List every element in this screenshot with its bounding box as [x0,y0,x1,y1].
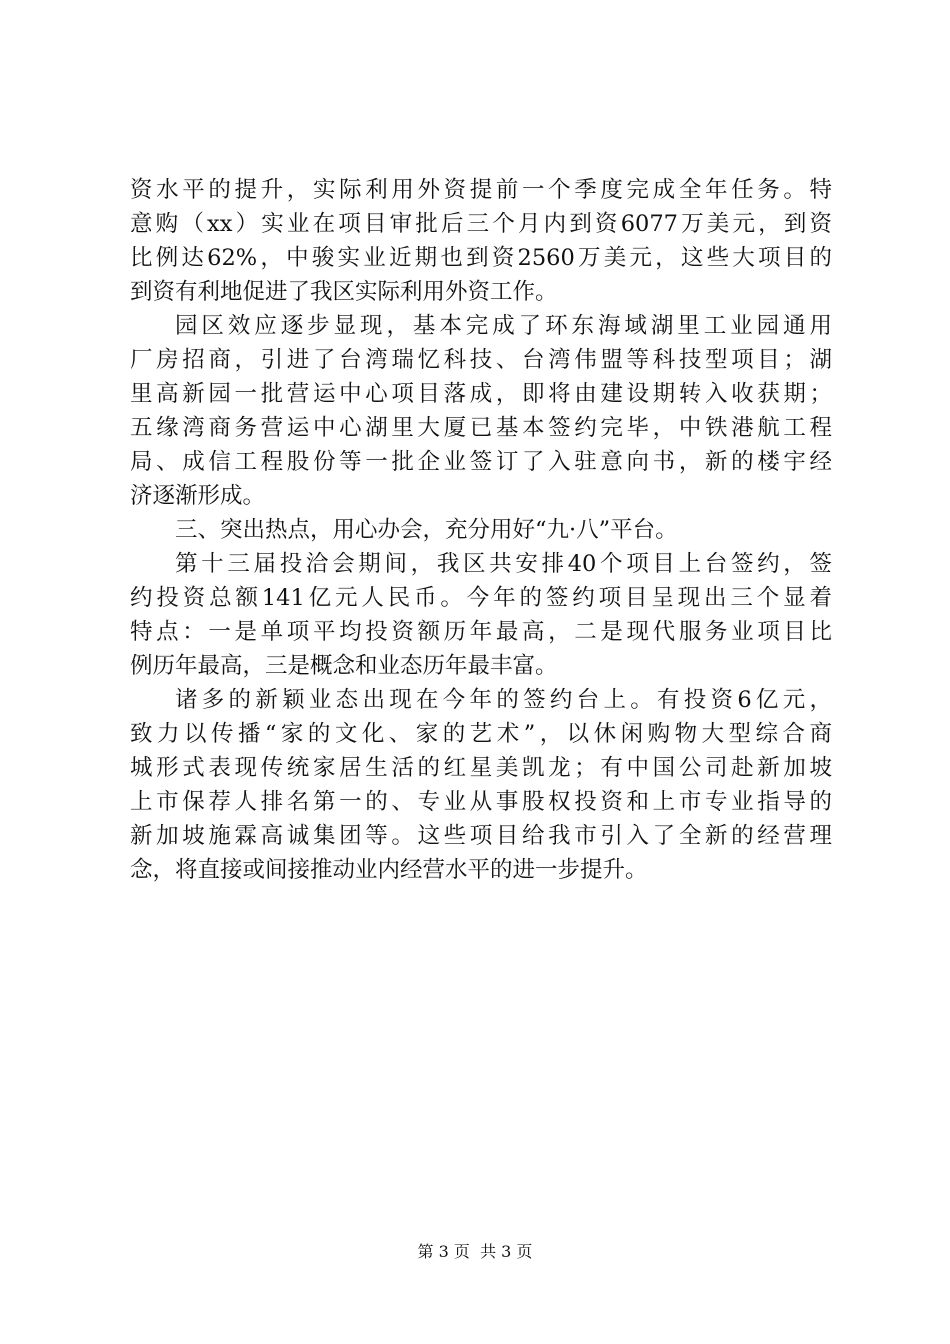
page-number-footer: 第 3 页 共 3 页 [417,1242,533,1261]
text-line: 上市保荐人排名第一的、专业从事股权投资和上市专业指导的 [130,789,832,815]
text-line: 局、成信工程股份等一批企业签订了入驻意向书，新的楼宇经 [130,449,832,475]
text-line: 到资有利地促进了我区实际利用外资工作。 [130,279,558,305]
text-line: 比例达62%，中骏实业近期也到资2560万美元，这些大项目的 [130,245,832,271]
text-line: 厂房招商，引进了台湾瑞忆科技、台湾伟盟等科技型项目；湖 [130,347,832,373]
text-line: 第十三届投洽会期间，我区共安排40个项目上台签约，签 [175,551,832,577]
text-line: 例历年最高，三是概念和业态历年最丰富。 [130,653,558,679]
text-line: 新加坡施霖高诚集团等。这些项目给我市引入了全新的经营理 [130,823,832,849]
text-line: 三、突出热点，用心办会，充分用好“九·八”平台。 [175,517,678,543]
text-line: 五缘湾商务营运中心湖里大厦已基本签约完毕，中铁港航工程 [130,415,832,441]
section-heading [130,513,832,547]
text-line: 约投资总额141亿元人民币。今年的签约项目呈现出三个显着 [130,585,832,611]
paragraph-fair-signing [130,547,832,683]
paragraph-foreign-investment [130,173,832,309]
text-line: 致力以传播“家的文化、家的艺术”，以休闲购物大型综合商 [130,721,832,747]
paragraph-park-effect [130,309,832,513]
text-line: 念，将直接或间接推动业内经营水平的进一步提升。 [130,857,648,883]
text-line: 意购（xx）实业在项目审批后三个月内到资6077万美元，到资 [130,211,832,237]
text-line: 里高新园一批营运中心项目落成，即将由建设期转入收获期； [130,381,832,407]
text-line: 济逐渐形成。 [130,483,266,509]
text-line: 城形式表现传统家居生活的红星美凯龙；有中国公司赴新加坡 [130,755,832,781]
text-line: 诸多的新颖业态出现在今年的签约台上。有投资6亿元， [175,687,832,713]
text-line: 特点：一是单项平均投资额历年最高，二是现代服务业项目比 [130,619,832,645]
document-body [130,173,832,887]
text-line: 园区效应逐步显现，基本完成了环东海域湖里工业园通用 [175,313,832,339]
text-line: 资水平的提升，实际利用外资提前一个季度完成全年任务。特 [130,177,832,203]
paragraph-new-formats [130,683,832,887]
